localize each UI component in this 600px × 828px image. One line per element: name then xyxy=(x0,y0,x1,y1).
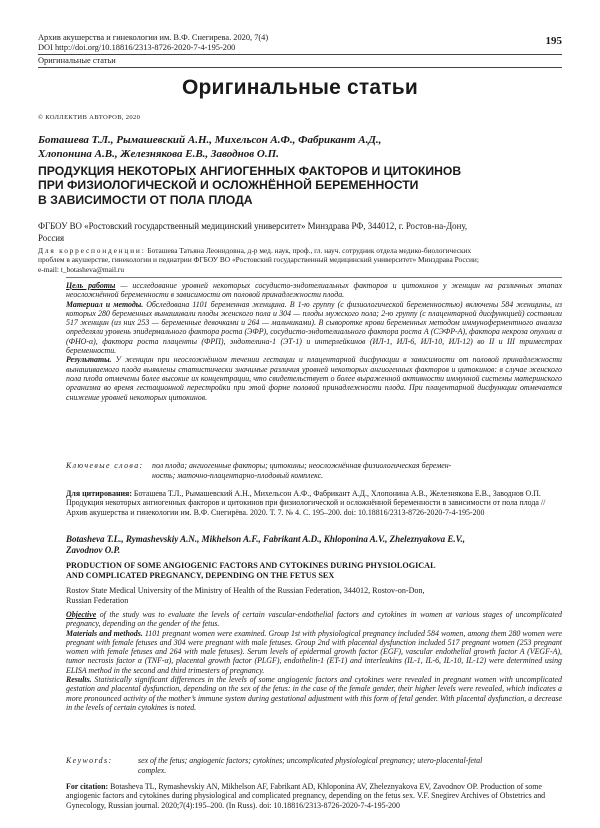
affiliation-en xyxy=(66,586,562,606)
correspondence-email[interactable]: e-mail: t_botasheva@mail.ru xyxy=(38,264,125,274)
citation-ru-text: Боташева Т.Л., Рымашевский А.Н., Михельсон А.Ф., Фабрикант А.Д., Хлопонина А.В., Железнякова Е.В., Заводнов О.П. Продукция некоторых ангиогенных факторов и цитокинов при физиологической и осложнённой беременности в зависимости от пола плода // Архив акушерства и гинекологии им. В.Ф. Снегирёва. 2020. Т. 7. № 4. С. 195–200. doi: 10.18816/2313-8726-2020-7-4-195-200 xyxy=(66,489,546,517)
citation-en-text: Botasheva TL, Rymashevskiy AN, Mikhelson AF, Fabrikant AD, Khloponina AV, Zheleznyakova EV, Zavodnov OP. Production of some angiogenic factors and cytokines during physiological and complicated pregnancy, depending on the fetus sex. V.F. Snegirev Archives of Obstetrics and Gynecology, Russian journal. 2020;7(4):195–200. (In Russ). doi: 10.18816/2313-8726-2020-7-4-195-200 xyxy=(66,782,546,810)
objective-text: of the study was to evaluate the levels of certain vascular-endothelial factors and cytokines in women at various stages of uncomplicated pregnancy, depending on the gender of the fetus. xyxy=(66,610,562,629)
section-title: Оригинальные статьи xyxy=(181,76,419,99)
aim-text: — исследование уровней некоторых сосудисто-эндотелиальных факторов и цитокинов у женщин на различных этапах неосложнённой беременности в зависимости от половой принадлежности плода. xyxy=(66,281,563,300)
methods-label-ru: Материал и методы. xyxy=(66,299,144,309)
keywords-ru-line1: пол плода; ангиогенные факторы; цитокины; неосложнённая физиологическая беремен- xyxy=(152,461,452,470)
keywords-ru-label: Ключевые слова: xyxy=(66,461,144,470)
correspondence-line2: проблем в акушерстве, гинекологии и педиатрии ФГБОУ ВО «Ростовский государственный медицинский университет» Минздрава России; xyxy=(38,255,479,265)
header-rule-bottom xyxy=(38,67,562,68)
abstract-ru xyxy=(66,281,562,402)
title-en-line1: PRODUCTION OF SOME ANGIOGENIC FACTORS AND CYTOKINES DURING PHYSIOLOGICAL xyxy=(66,561,436,570)
results-text-ru: У женщин при неосложнённом течении гестации и плацентарной дисфункции в зависимости от половой принадлежности вынашиваемого плода выявлены статистически значимые различия уровней некоторых ангиогенных факторов и цитокинов: в случае женского пола плода отмечены более высокие их концентрации, что свидетельствует о более выраженной активности иммунной системы материнского организма во время гестационной перестройки при этой форме половой принадлежности плода. При плацентарной дисфункции отмечается снижение уровней некоторых цитокинов. xyxy=(66,355,562,402)
authors-ru xyxy=(38,133,562,161)
citation-ru xyxy=(66,489,562,517)
correspondence-label: Для корреспонденции: xyxy=(38,246,146,255)
authors-en xyxy=(66,534,562,556)
objective-label: Objective xyxy=(66,610,97,619)
section-label-small: Оригинальные статьи xyxy=(38,56,116,65)
correspondence xyxy=(38,246,562,274)
methods-text-ru: Обследована 1101 беременная женщина. В 1-ю группу (с физиологической беременностью) включены 584 женщины, из которых 280 беременных вынашивали плоды женского пола и 304 — плоды мужского пола; 2-ю группу (с плацентарной дисфункцией) составили 517 женщин (из них 253 — беременные девочками и 264 — мальчиками). В сыворотке крови беременных методом иммуноферментного анализа определяли уровень эпидермального фактора роста (ЭФР), сосудисто-эндотелиального фактора роста А (СЭФР-А), фактора некроза опухоли α (ФНО-α), фактора роста плаценты (ФРП), эндотелина-1 (ЭТ-1) и интерлейкинов (ИЛ-1, ИЛ-6, ИЛ-10, ИЛ-12) во II и III триместрах беременности. xyxy=(66,299,562,356)
authors-en-line2: Zavodnov O.P. xyxy=(66,545,121,555)
authors-ru-line2: Хлопонина А.В., Железнякова Е.В., Заводнов О.П. xyxy=(38,148,279,160)
authors-en-line1: Botasheva T.L., Rymashevskiy A.N., Mikhelson A.F., Fabrikant A.D., Khloponina A.V., Zheleznyakova E.V., xyxy=(66,534,465,544)
abstract-rule xyxy=(66,277,562,278)
title-ru-line1: ПРОДУКЦИЯ НЕКОТОРЫХ АНГИОГЕННЫХ ФАКТОРОВ И ЦИТОКИНОВ xyxy=(38,164,462,178)
title-en-line2: AND COMPLICATED PREGNANCY, DEPENDING ON THE FETUS SEX xyxy=(66,570,335,580)
keywords-en-label: Keywords: xyxy=(66,756,113,765)
methods-label-en: Materials and methods. xyxy=(66,628,143,638)
affiliation-en-line2: Russian Federation xyxy=(66,595,129,605)
keywords-ru-text xyxy=(152,461,562,480)
title-ru-line3: В ЗАВИСИМОСТИ ОТ ПОЛА ПЛОДА xyxy=(38,192,253,207)
results-text-en: Statistically significant differences in the levels of some angiogenic factors and cytokines were revealed in pregnant women with uncomplicated gestation and placental dysfunction, depending on the sex of the fetus: in the case of the female gender, their higher levels were revealed, which indicates a more pronounced activity of the mother’s immune system during gestational adjustment with this form of fetal gender. With placental dysfunction, a decrease in the levels of certain cytokines is noted. xyxy=(66,675,562,712)
citation-en-label: For citation: xyxy=(66,782,109,791)
keywords-ru-line2: ность; маточно-плацентарно-плодовый комплекс. xyxy=(152,470,324,480)
keywords-en xyxy=(66,756,562,776)
methods-text-en: 1101 pregnant women were examined. Group 1st with physiological pregnancy included 584 women, among them 280 women were pregnant with female fetuses and 304 were pregnant with male fetuses. Group 2nd with placental dysfunction included 517 pregnant women (253 pregnant women with female fetuses and 264 with male fetuses). Serum levels of epidermal growth factor (EGF), vascular endothelial growth factor A (VEGF-A), tumor necrosis factor α (TNF-α), placental growth factor (PLGF), endothelin-1 (ET-1) and interleukins (IL-1, IL-6, IL-10, IL-12) were determined using ELISA method in the second and third trimesters of pregnancy. xyxy=(66,628,562,675)
authors-ru-line1: Боташева Т.Л., Рымашевский А.Н., Михельсон А.Ф., Фабрикант А.Д., xyxy=(38,134,382,146)
header-rule-top xyxy=(38,54,562,55)
results-label-ru: Результаты. xyxy=(66,355,112,365)
copyright: © КОЛЛЕКТИВ АВТОРОВ, 2020 xyxy=(38,114,141,121)
title-ru-line2: ПРИ ФИЗИОЛОГИЧЕСКОЙ И ОСЛОЖНЁННОЙ БЕРЕМЕННОСТИ xyxy=(38,178,419,193)
results-label-en: Results. xyxy=(66,675,92,685)
keywords-en-line2: complex. xyxy=(138,765,167,775)
keywords-en-text xyxy=(138,756,562,775)
citation-en xyxy=(66,782,562,810)
journal-line: Архив акушерства и гинекологии им. В.Ф. Снегирева. 2020, 7(4) xyxy=(38,33,269,42)
page-number: 195 xyxy=(545,35,562,47)
keywords-en-line1: sex of the fetus; angiogenic factors; cytokines; uncomplicated physiological pregnancy; utero-placental-fetal xyxy=(138,756,483,765)
article-title-en xyxy=(66,561,562,580)
citation-ru-label: Для цитирования: xyxy=(66,489,132,498)
keywords-ru xyxy=(66,461,562,481)
abstract-en xyxy=(66,610,562,712)
correspondence-line1: Боташева Татьяна Леонидовна, д-р мед. наук, проф., гл. науч. сотрудник отдела медико-биологических xyxy=(145,246,472,255)
doi-line: DOI http://doi.org/10.18816/2313-8726-2020-7-4-195-200 xyxy=(38,43,236,52)
affiliation-ru-line2: Россия xyxy=(38,232,65,243)
article-title-ru xyxy=(38,164,562,207)
affiliation-en-line1: Rostov State Medical University of the Ministry of Health of the Russian Federation, 344012, Rostov-on-Don, xyxy=(66,586,425,595)
aim-label: Цель работы xyxy=(66,281,116,290)
affiliation-ru-line1: ФГБОУ ВО «Ростовский государственный медицинский университет» Минздрава РФ, 344012, г. Ростов-на-Дону, xyxy=(38,221,468,231)
affiliation-ru xyxy=(38,221,562,244)
